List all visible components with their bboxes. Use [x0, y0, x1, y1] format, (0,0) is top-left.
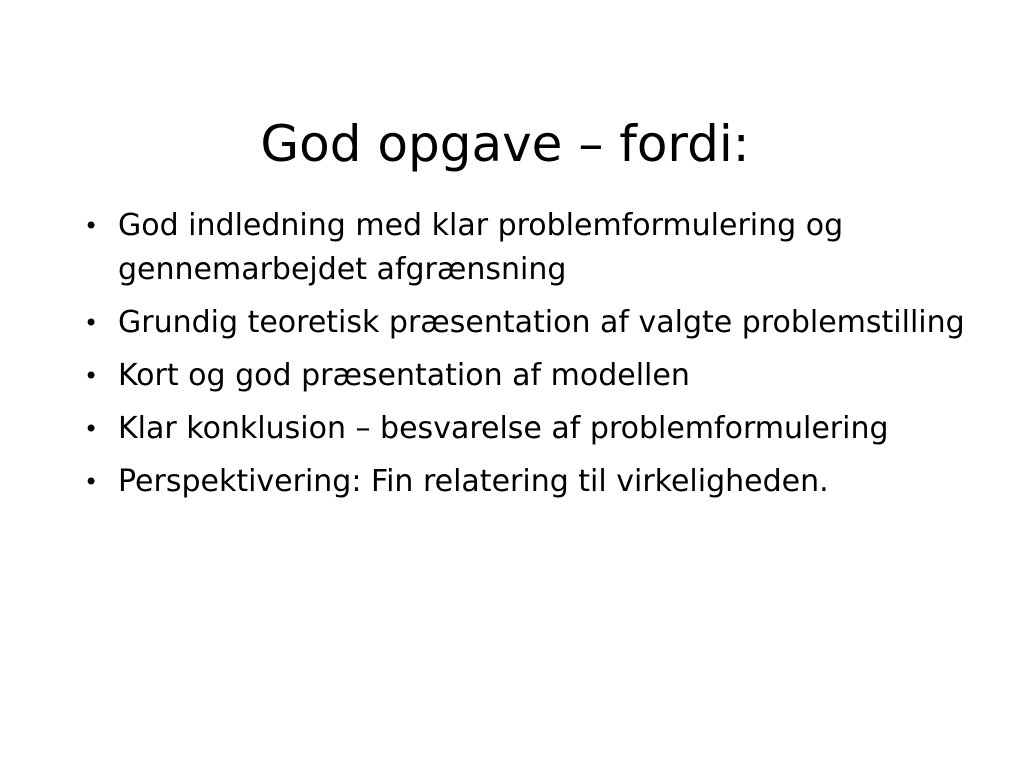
bullet-list: [80, 204, 980, 513]
bullet-item: [80, 204, 980, 292]
bullet-icon: •: [84, 468, 99, 496]
bullet-item: [80, 354, 980, 398]
bullet-icon: •: [84, 309, 99, 337]
bullet-text: Perspektivering: Fin relatering til virkeligheden.: [118, 464, 829, 499]
bullet-item: [80, 407, 980, 451]
bullet-text: Kort og god præsentation af modellen: [118, 358, 690, 393]
bullet-text: Grundig teoretisk præsentation af valgte problemstilling: [118, 305, 965, 340]
slide-title: God opgave – fordi:: [260, 115, 750, 173]
bullet-text: Klar konklusion – besvarelse af problemformulering: [118, 411, 889, 446]
bullet-text: God indledning med klar problemformulering og gennemarbejdet afgrænsning: [118, 208, 844, 287]
bullet-item: [80, 460, 980, 504]
bullet-icon: •: [84, 362, 99, 390]
bullet-icon: •: [84, 212, 99, 240]
bullet-item: [80, 301, 980, 345]
bullet-icon: •: [84, 415, 99, 443]
